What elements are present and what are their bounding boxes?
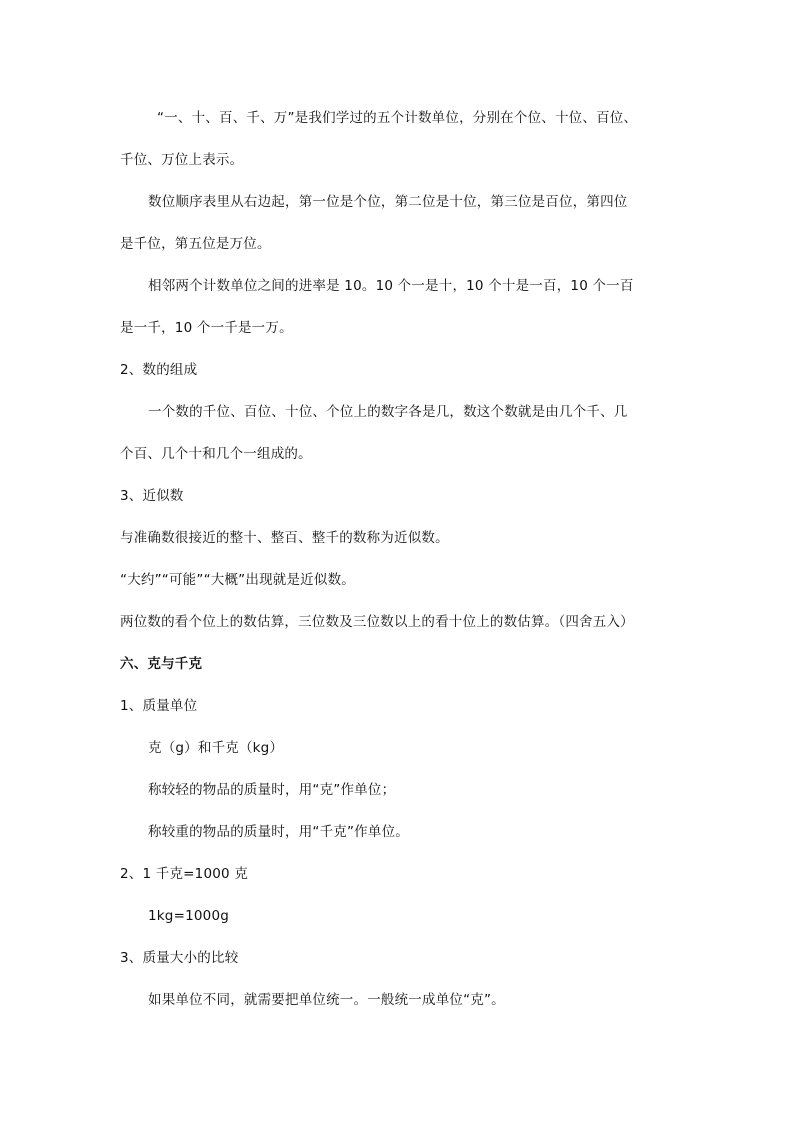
paragraph-composition-line1: 一个数的千位、百位、十位、个位上的数字各是几，数这个数就是由几个千、几 [148,404,628,420]
paragraph-composition-line2: 个百、几个十和几个一组成的。 [120,446,312,462]
paragraph-approximation-definition: 与准确数很接近的整十、整百、整千的数称为近似数。 [120,530,449,546]
section-heading-mass-units: 1、质量单位 [120,698,198,714]
paragraph-approximation-keywords: “大约”“可能”“大概”出现就是近似数。 [120,572,355,588]
paragraph-heavy-items-kilogram: 称较重的物品的质量时，用“千克”作单位。 [148,824,409,840]
paragraph-light-items-gram: 称较轻的物品的质量时，用“克”作单位； [148,782,396,798]
paragraph-place-order-line1: 数位顺序表里从右边起，第一位是个位，第二位是十位，第三位是百位，第四位 [148,194,628,210]
chapter-heading-grams-kilograms: 六、克与千克 [120,656,203,672]
paragraph-estimation-rule: 两位数的看个位上的数估算，三位数及三位数以上的看十位上的数估算。（四舍五入） [120,614,634,630]
section-heading-mass-comparison: 3、质量大小的比较 [120,950,239,966]
section-heading-conversion: 2、1 千克=1000 克 [120,866,249,882]
paragraph-counting-units-line2: 千位、万位上表示。 [120,152,244,168]
paragraph-place-order-line2: 是千位，第五位是万位。 [120,236,271,252]
section-heading-number-composition: 2、数的组成 [120,362,198,378]
paragraph-conversion-symbols: 1kg=1000g [148,908,230,924]
paragraph-counting-units-line1: “一、十、百、千、万”是我们学过的五个计数单位，分别在个位、十位、百位、 [157,110,638,126]
paragraph-unify-units: 如果单位不同，就需要把单位统一。一般统一成单位“克”。 [148,992,505,1008]
paragraph-base-ten-line1: 相邻两个计数单位之间的进率是 10。10 个一是十，10 个十是一百，10 个一百 [148,278,634,294]
section-heading-approximation: 3、近似数 [120,488,184,504]
paragraph-base-ten-line2: 是一千，10 个一千是一万。 [120,320,293,336]
paragraph-mass-unit-names: 克（g）和千克（kg） [148,740,284,756]
